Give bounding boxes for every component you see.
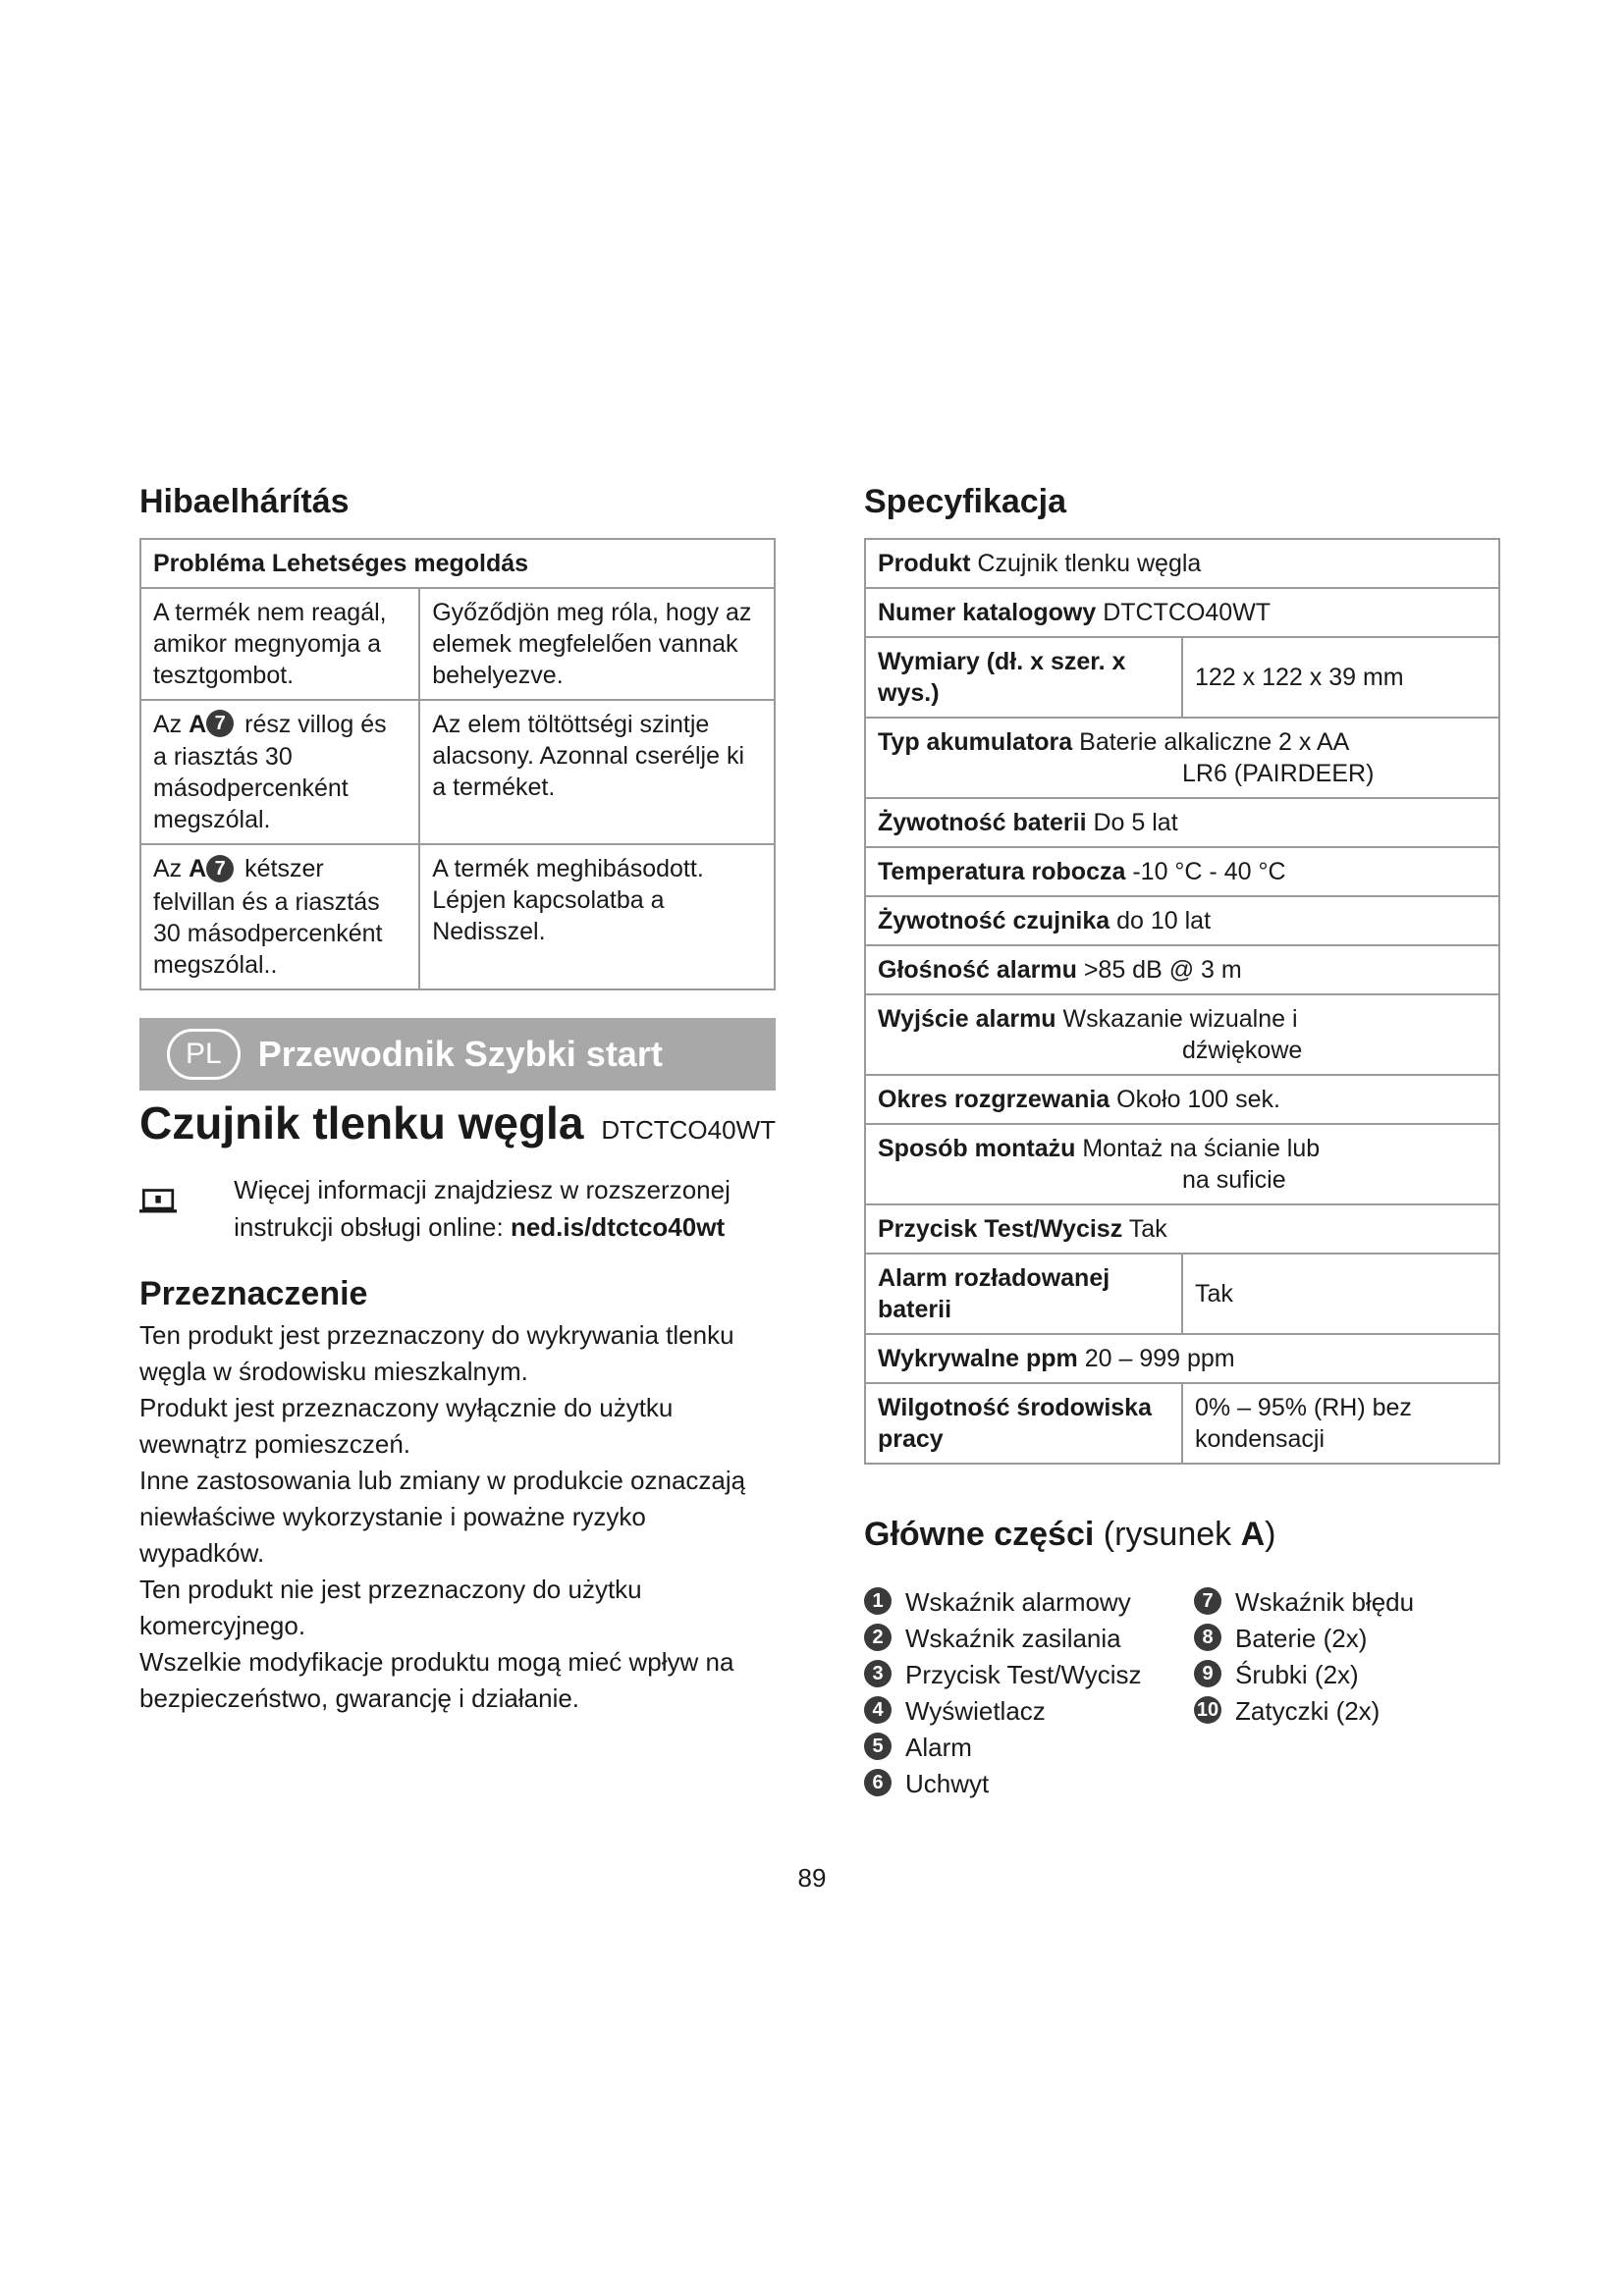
part-label: Wyświetlacz	[905, 1696, 1046, 1726]
right-column	[864, 481, 1500, 1802]
main-parts-title: Główne części (rysunek A)	[864, 1516, 1276, 1553]
troubleshooting-table	[139, 538, 776, 990]
intended-use-title: Przeznaczenie	[139, 1274, 368, 1312]
paragraph: Inne zastosowania lub zmiany w produkcie oznaczają niewłaściwe wykorzystanie i poważne ryzyko wypadków.	[139, 1465, 746, 1568]
part-number-icon: 1	[864, 1587, 892, 1615]
list-item	[864, 1584, 1194, 1621]
spec-table	[864, 538, 1500, 1465]
spec-label: Typ akumulatora	[878, 728, 1073, 756]
language-badge: PL	[167, 1029, 241, 1080]
spec-title: Specyfikacja	[864, 483, 1067, 520]
spec-row-cell	[865, 1204, 1499, 1254]
list-item	[1194, 1693, 1414, 1730]
part-number-icon: 4	[864, 1696, 892, 1724]
part-label: Wskaźnik alarmowy	[905, 1587, 1131, 1617]
table-row	[865, 718, 1499, 798]
spec-value-continued: dźwiękowe	[1182, 1037, 1303, 1064]
spec-value: Czujnik tlenku węgla	[977, 550, 1202, 577]
spec-value: DTCTCO40WT	[1103, 599, 1272, 626]
table-row	[140, 588, 775, 700]
table-row	[865, 1254, 1499, 1334]
spec-label: Produkt	[878, 550, 971, 577]
manual-link[interactable]: ned.is/dtctco40wt	[510, 1211, 726, 1242]
list-item	[864, 1730, 1194, 1766]
part-label: Śrubki (2x)	[1235, 1660, 1359, 1689]
table-row	[865, 798, 1499, 847]
list-item	[1194, 1657, 1414, 1693]
table-row	[865, 637, 1499, 718]
list-item	[864, 1621, 1194, 1657]
spec-row-cell	[865, 718, 1499, 798]
table-row	[865, 994, 1499, 1075]
spec-value: Do 5 lat	[1093, 809, 1178, 836]
part-label: Wskaźnik błędu	[1235, 1587, 1415, 1617]
list-item	[864, 1766, 1194, 1802]
paragraph: Wszelkie modyfikacje produktu mogą mieć wpływ na bezpieczeństwo, gwarancję i działanie.	[139, 1646, 734, 1713]
troubleshooting-title: Hibaelhárítás	[139, 483, 350, 520]
table-row	[865, 1204, 1499, 1254]
spec-value: 0% – 95% (RH) bez kondensacji	[1182, 1383, 1499, 1464]
problem-cell: Az A 7 kétszer felvillan és a riasztás 30 másodpercenként megszólal..	[140, 844, 419, 988]
parts-column-right	[1194, 1584, 1414, 1802]
spec-row-cell	[865, 1124, 1499, 1204]
table-row	[865, 847, 1499, 896]
spec-value: -10 °C - 40 °C	[1132, 858, 1286, 885]
spec-label: Wyjście alarmu	[878, 1005, 1056, 1033]
paragraph: Produkt jest przeznaczony wyłącznie do użytku wewnątrz pomieszczeń.	[139, 1392, 674, 1459]
table-row	[865, 539, 1499, 588]
spec-label: Okres rozgrzewania	[878, 1086, 1110, 1113]
laptop-icon	[139, 1177, 177, 1226]
spec-label: Przycisk Test/Wycisz	[878, 1215, 1123, 1243]
spec-value: Około 100 sek.	[1116, 1086, 1280, 1113]
spec-label: Numer katalogowy	[878, 599, 1097, 626]
part-label: Baterie (2x)	[1235, 1624, 1368, 1653]
part-label: Zatyczki (2x)	[1235, 1696, 1380, 1726]
spec-value: Tak	[1182, 1254, 1499, 1334]
main-parts-list	[864, 1584, 1500, 1802]
table-row	[865, 588, 1499, 637]
spec-value: Tak	[1128, 1215, 1167, 1243]
table-row	[865, 1334, 1499, 1383]
list-item	[864, 1693, 1194, 1730]
parts-column-left	[864, 1584, 1194, 1802]
problem-cell: Az A 7 rész villog és a riasztás 30 másodpercenként megszólal.	[140, 700, 419, 844]
table-row	[865, 945, 1499, 994]
part-label: Wskaźnik zasilania	[905, 1624, 1121, 1653]
spec-value: Wskazanie wizualne i	[1062, 1005, 1298, 1033]
spec-row-cell	[865, 896, 1499, 945]
spec-label: Wykrywalne ppm	[878, 1345, 1078, 1372]
table-row	[865, 1383, 1499, 1464]
product-title: Czujnik tlenku węgla	[139, 1096, 584, 1148]
spec-label: Wilgotność środowiska pracy	[865, 1383, 1182, 1464]
spec-value: 20 – 999 ppm	[1084, 1345, 1235, 1372]
troubleshooting-header: Probléma Lehetséges megoldás	[140, 539, 775, 588]
part-number-icon: 9	[1194, 1660, 1221, 1687]
spec-row-cell	[865, 798, 1499, 847]
banner-title: Przewodnik Szybki start	[257, 1033, 663, 1074]
table-row	[865, 1075, 1499, 1124]
spec-value: Baterie alkaliczne 2 x AA	[1079, 728, 1350, 756]
solution-cell: Győződjön meg róla, hogy az elemek megfelelően vannak behelyezve.	[419, 588, 775, 700]
spec-row-cell	[865, 847, 1499, 896]
part-label: Alarm	[905, 1733, 972, 1762]
spec-row-cell	[865, 539, 1499, 588]
part-number-icon: 8	[1194, 1624, 1221, 1651]
spec-value: do 10 lat	[1116, 907, 1212, 934]
spec-value-continued: na suficie	[1182, 1166, 1286, 1194]
spec-row-cell	[865, 588, 1499, 637]
spec-value: >85 dB @ 3 m	[1083, 956, 1242, 984]
table-row	[865, 1124, 1499, 1204]
spec-value: Montaż na ścianie lub	[1082, 1135, 1321, 1162]
list-item	[1194, 1584, 1414, 1621]
spec-label: Temperatura robocza	[878, 858, 1126, 885]
part-number-icon: 7	[206, 855, 234, 882]
product-code: DTCTCO40WT	[601, 1114, 776, 1145]
product-heading	[139, 1096, 776, 1149]
spec-label: Alarm rozładowanej baterii	[865, 1254, 1182, 1334]
part-number-icon: 6	[864, 1769, 892, 1796]
part-label: Uchwyt	[905, 1769, 990, 1798]
part-number-icon: 2	[864, 1624, 892, 1651]
part-number-icon: 7	[206, 710, 234, 737]
spec-row-cell	[865, 1334, 1499, 1383]
problem-cell: A termék nem reagál, amikor megnyomja a tesztgombot.	[140, 588, 419, 700]
table-row	[140, 700, 775, 844]
spec-label: Głośność alarmu	[878, 956, 1077, 984]
paragraph: Ten produkt jest przeznaczony do wykrywania tlenku węgla w środowisku mieszkalnym.	[139, 1319, 734, 1386]
spec-label: Żywotność baterii	[878, 809, 1087, 836]
part-number-icon: 5	[864, 1733, 892, 1760]
spec-value-continued: LR6 (PAIRDEER)	[1182, 760, 1375, 787]
spec-label: Wymiary (dł. x szer. x wys.)	[865, 637, 1182, 718]
part-number-icon: 3	[864, 1660, 892, 1687]
table-row	[140, 844, 775, 988]
solution-cell: Az elem töltöttségi szintje alacsony. Azonnal cserélje ki a terméket.	[419, 700, 775, 844]
spec-label: Żywotność czujnika	[878, 907, 1110, 934]
language-banner	[139, 1018, 776, 1091]
spec-value: 122 x 122 x 39 mm	[1182, 637, 1499, 718]
part-number-icon: 7	[1194, 1587, 1221, 1615]
page-number: 89	[797, 1863, 827, 1893]
left-column	[139, 481, 776, 1717]
spec-row-cell	[865, 945, 1499, 994]
solution-cell: A termék meghibásodott. Lépjen kapcsolatba a Nedisszel.	[419, 844, 775, 988]
spec-label: Sposób montażu	[878, 1135, 1076, 1162]
spec-row-cell	[865, 1075, 1499, 1124]
intended-use-text	[139, 1317, 776, 1717]
part-number-icon: 10	[1194, 1696, 1221, 1724]
list-item	[864, 1657, 1194, 1693]
spec-row-cell	[865, 994, 1499, 1075]
table-row	[865, 896, 1499, 945]
paragraph: Ten produkt nie jest przeznaczony do użytku komercyjnego.	[139, 1574, 642, 1640]
online-manual-note	[139, 1171, 776, 1246]
info-text: Więcej informacji znajdziesz w rozszerzonej instrukcji obsługi online:	[234, 1174, 731, 1242]
list-item	[1194, 1621, 1414, 1657]
part-label: Przycisk Test/Wycisz	[905, 1660, 1142, 1689]
